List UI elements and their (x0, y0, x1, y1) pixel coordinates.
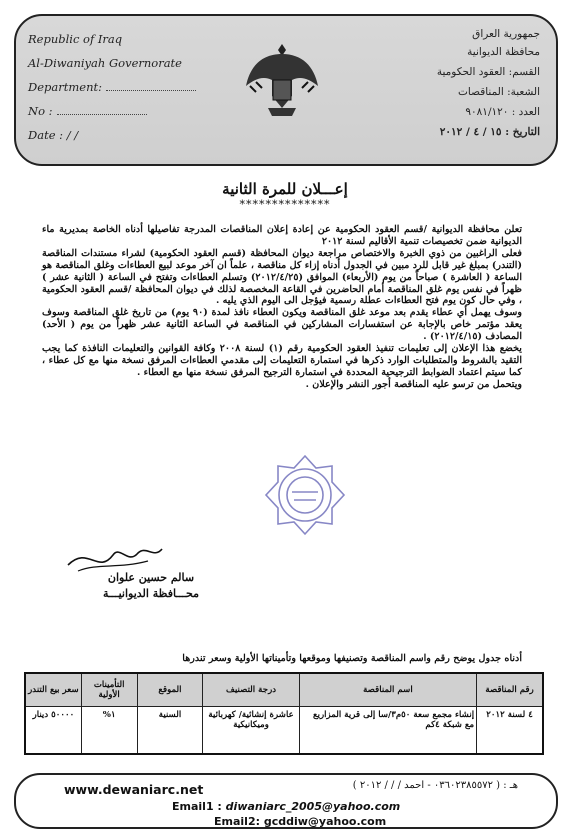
tenders-table (24, 672, 544, 755)
col-location: الموقع (137, 673, 203, 707)
email1-link[interactable]: diwaniarc_2005@yahoo.com (225, 800, 401, 813)
col-number: رقم المناقصة (477, 673, 543, 707)
en-date: Date : / / (28, 128, 79, 142)
website-link[interactable]: www.dewaniarc.net (64, 782, 204, 797)
ar-division: الشعبة: المناقصات (458, 86, 540, 98)
table-caption: أدناه جدول يوضح رقم واسم المناقصة وتصنيفها وموقعها وتأميناتها الأولية وسعر تندرها (182, 653, 522, 664)
table-row (25, 707, 543, 755)
en-no: No : (28, 104, 147, 118)
cell-location: السنية (137, 707, 203, 755)
ar-governorate: محافظة الديوانية (467, 46, 540, 58)
signer-title: محـــافظة الديوانيـــة (103, 587, 199, 600)
email1-line: Email1 : diwaniarc_2005@yahoo.com (172, 800, 401, 813)
paragraph: فعلى الراغبين من ذوي الخبرة والاختصاص مراجعة ديوان المحافظة (قسم العقود الحكومية) لشراء مستندات المناقصة (التندر) بمبلغ غير قابل للرد مبين في الجدول أدناه إزاء كل مناقصة ، علماً ان آخر موعد لبيع العطاءات وغلق المناقصة هو الساعة ( العاشرة ) صباحاً من يوم (الأربعاء) الموافق (٢٠١٢/٤/٢٥) وتسلم العطاءات وتفتح في الساعة ( الثانية عشر ) ظهراً في نفس يوم غلق المناقصة أمام الحاضرين في القاعة المخصصة لذلك في ديوان المحافظة /قسم العقود الحكومية ، وفي حال كون يوم فتح العطاءات عطلة رسمية فيؤجل الى اليوم الذي يليه . (42, 247, 522, 307)
signer-block (96, 570, 206, 602)
paragraph: تعلن محافظة الديوانية /قسم العقود الحكومية عن إعادة إعلان المناقصات المدرجة تفاصيلها أدناه الخاصة بمديرية ماء الديوانية ضمن تخصيصات تنمية الأقاليم لسنة ٢٠١٢ (42, 224, 522, 247)
col-deposit: التأمينات الأولية (81, 673, 137, 707)
cell-deposit: ١% (81, 707, 137, 755)
cell-number: ٤ لسنة ٢٠١٢ (477, 707, 543, 755)
table-header-row (25, 673, 543, 707)
official-stamp-icon (262, 452, 348, 538)
cell-classification: عاشرة إنشائية/ كهربائية وميكانيكية (203, 707, 299, 755)
phone-line: هـ : ( ٠٣٦٠٢٣٨٥٥٧٢ - احمد / / / ٢٠١٢ ) (352, 780, 518, 791)
email2-link[interactable]: gcddiw@yahoo.com (263, 815, 387, 828)
en-country: Republic of Iraq (28, 32, 123, 46)
en-governorate: Al-Diwaniyah Governorate (28, 56, 182, 70)
email2-line: Email2: gcddiw@yahoo.com (214, 815, 387, 828)
announcement-body (42, 224, 522, 391)
title-stars: ************** (239, 198, 331, 211)
ar-date: التاريخ : ١٥ / ٤ / ٢٠١٢ (439, 126, 540, 138)
eagle-emblem-icon (242, 36, 322, 126)
col-name: اسم المناقصة (299, 673, 476, 707)
cell-price: ٥٠٠٠٠ دينار (25, 707, 81, 755)
col-price: سعر بيع التندر (25, 673, 81, 707)
en-department: Department: (28, 80, 196, 94)
signer-name: سالم حسين علوان (107, 571, 195, 584)
cell-name: إنشاء مجمع سعة ٥٠م٣/سا إلى قرية المزاريع مع شبكة ٤كم (299, 707, 476, 755)
paragraph: ويتحمل من ترسو عليه المناقصة أجور النشر والإعلان . (305, 378, 522, 390)
ar-country: جمهورية العراق (472, 28, 540, 40)
paragraph: يخضع هذا الإعلان إلى تعليمات تنفيذ العقود الحكومية رقم (١) لسنة ٢٠٠٨ وكافة القوانين والتعليمات النافذة كما يجب التقيد بالشروط والمتطلبات الوارد ذكرها في استمارة التعليمات إلى مقدمي العطاءات المرفق نسخة منها مع كل عطاء ، كما سيتم اعتماد الضوابط الترجيحية المحددة في استمارة الترجيح المرفق نسخة منها مع العطاء . (42, 343, 522, 378)
ar-department: القسم: العقود الحكومية (436, 66, 540, 78)
paragraph: وسوف يهمل أي عطاء يقدم بعد موعد غلق المناقصة ويكون العطاء نافذ لمدة (٩٠ يوم) من تاريخ غلق المناقصة وسوف يعقد مؤتمر خاص بالإجابة عن استفسارات المشاركين في المناقصة في الساعة الثانية عشر ظهراً من يوم ( الأحد) المصادف (٢٠١٢/٤/١٥) . (42, 307, 522, 343)
announcement-title: إعـــلان للمرة الثانية (222, 180, 348, 198)
col-classification: درجة التصنيف (203, 673, 299, 707)
ar-number: العدد : ٩٠٨١/١٢٠ (465, 106, 540, 118)
